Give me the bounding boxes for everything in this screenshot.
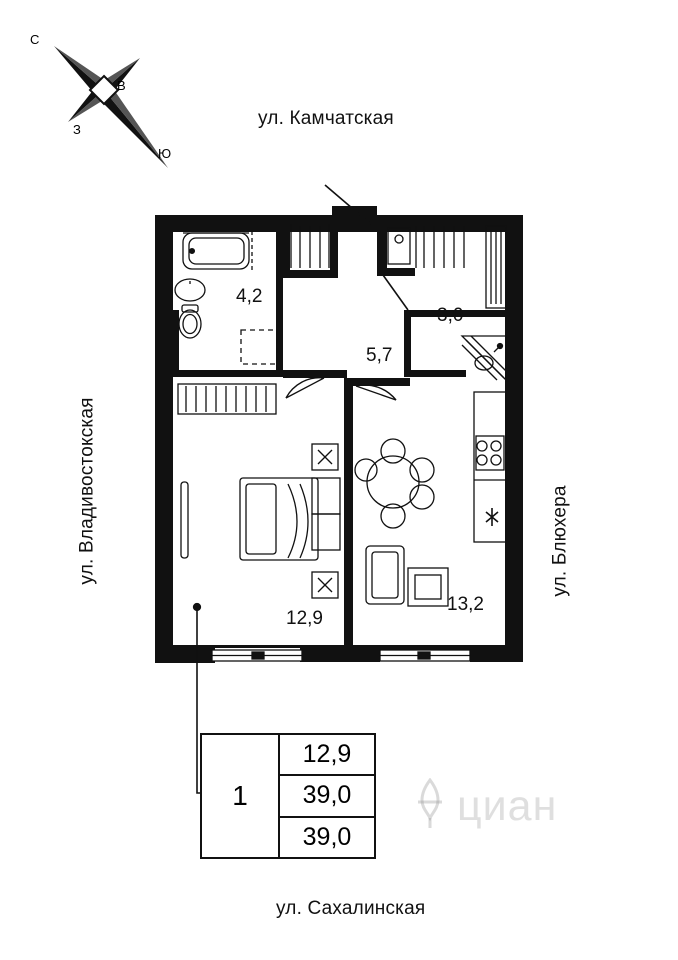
summary-values bbox=[280, 735, 374, 857]
bed-icon bbox=[240, 478, 318, 560]
area-label-bathroom: 4,2 bbox=[236, 286, 263, 307]
kitchen-counter bbox=[474, 392, 506, 542]
watermark-label: циан bbox=[457, 782, 558, 830]
fixtures bbox=[175, 185, 506, 793]
summary-total-area: 39,0 bbox=[280, 776, 374, 817]
hall-wardrobe-hatch bbox=[178, 384, 276, 414]
area-label-kitchen: 13,2 bbox=[447, 594, 484, 615]
armchair-icon bbox=[366, 546, 404, 604]
compass-south-label: Ю bbox=[158, 146, 172, 161]
area-label-hallway: 5,7 bbox=[366, 345, 393, 366]
summary-rooms-count: 1 bbox=[202, 735, 280, 857]
window-bottom-right bbox=[380, 650, 470, 661]
window-bottom-left bbox=[212, 650, 302, 661]
radiator-left bbox=[181, 482, 188, 558]
area-label-living-room: 12,9 bbox=[286, 608, 323, 629]
coffee-table bbox=[408, 568, 448, 606]
utility-box bbox=[388, 228, 410, 264]
toilet-icon bbox=[179, 305, 201, 338]
street-label-top: ул. Камчатская bbox=[258, 108, 394, 129]
storage-dashed bbox=[241, 330, 277, 364]
dining-set-icon bbox=[355, 439, 434, 528]
street-label-bottom: ул. Сахалинская bbox=[276, 898, 426, 919]
summary-table bbox=[200, 733, 376, 859]
corner-unit-icon bbox=[462, 336, 506, 380]
compass-west-label: З bbox=[73, 122, 81, 137]
area-label-wc: 3,0 bbox=[437, 305, 464, 326]
shelf-lower bbox=[312, 514, 340, 550]
shelf-upper bbox=[312, 478, 340, 514]
summary-area-with-balcony: 39,0 bbox=[302, 822, 352, 851]
compass-north-label: С bbox=[30, 32, 40, 47]
wardrobe-hatch-right bbox=[486, 226, 506, 308]
compass-east-label: В bbox=[117, 78, 126, 93]
street-label-right: ул. Блюхера bbox=[549, 485, 571, 597]
wardrobe-hatch-topright bbox=[416, 226, 464, 268]
summary-living-area: 12,9 bbox=[280, 735, 374, 776]
street-label-left: ул. Владивостокская bbox=[76, 397, 98, 585]
